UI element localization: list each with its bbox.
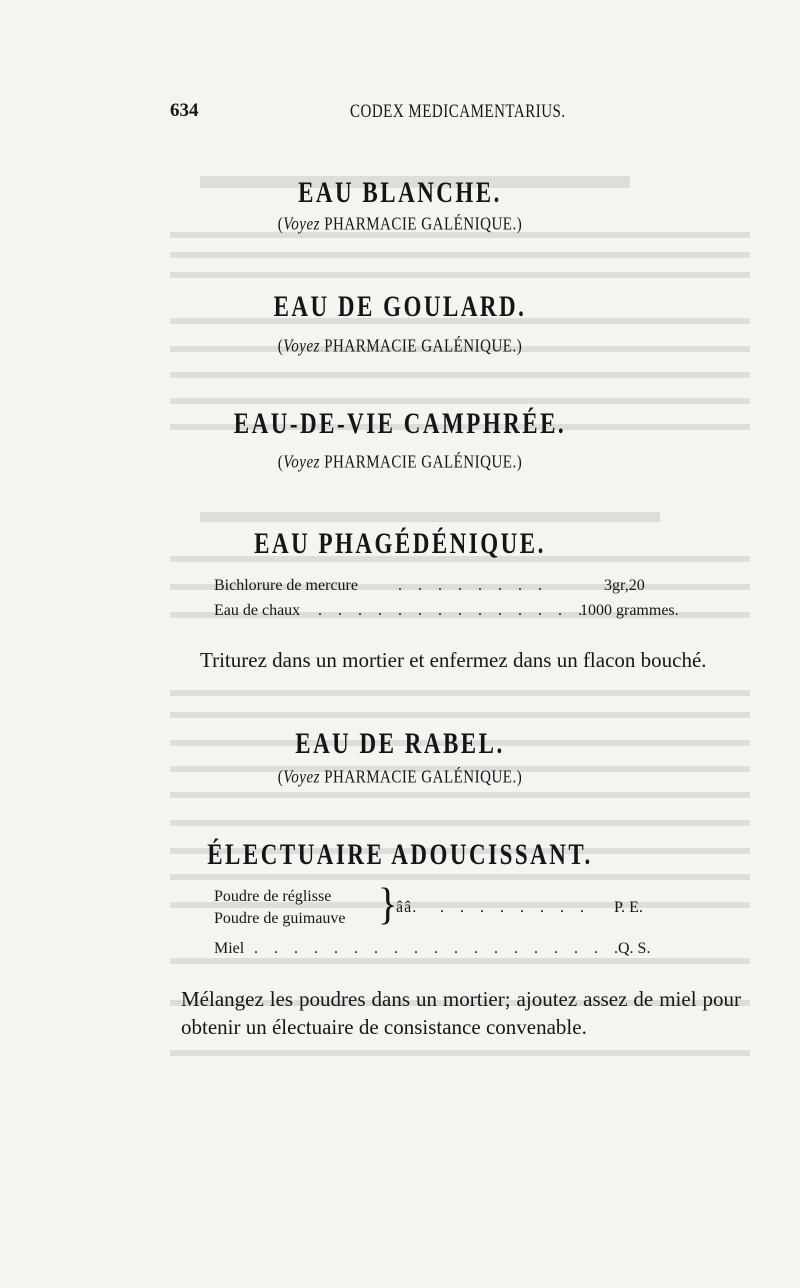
entry-note-eau-blanche <box>0 215 800 235</box>
entry-note-eau-de-rabel <box>0 768 800 788</box>
recipe-line-eau-de-chaux <box>214 602 704 624</box>
note-reference: PHARMACIE GALÉNIQUE.) <box>324 215 523 235</box>
note-voyez: Voyez <box>283 768 320 788</box>
note-open-paren: ( <box>277 453 284 473</box>
instructions-eau-phagedenique: Triturez dans un mortier et enfermez dans un flacon bouché. <box>200 648 707 672</box>
entry-title-eau-de-rabel: EAU DE RABEL. <box>295 727 505 760</box>
leader-dots: . . . . . . . . . . . . . . . . . . . <box>254 940 624 957</box>
note-voyez: Voyez <box>283 337 320 357</box>
leader-dots: . . . . . . . . . . . . . . <box>318 602 588 619</box>
entry-note-eau-de-goulard <box>0 337 800 357</box>
ingredient-quantity: 3gr,20 <box>604 577 645 594</box>
leader-dots: . . . . . . . . <box>440 899 590 916</box>
ingredient-name: Miel <box>214 940 245 957</box>
ingredient-quantity: Q. S. <box>618 940 651 957</box>
running-head <box>0 100 800 130</box>
note-open-paren: ( <box>277 337 284 357</box>
ingredient-name: Poudre de guimauve <box>214 910 346 927</box>
note-reference: PHARMACIE GALÉNIQUE.) <box>324 453 523 473</box>
note-reference: PHARMACIE GALÉNIQUE.) <box>324 337 523 357</box>
note-voyez: Voyez <box>283 215 320 235</box>
ingredient-name: Bichlorure de mercure <box>214 577 358 594</box>
ana-mark: ââ. <box>396 899 418 916</box>
running-title: CODEX MEDICAMENTARIUS. <box>350 102 566 122</box>
entry-title-eau-de-goulard: EAU DE GOULARD. <box>273 290 527 323</box>
entry-title-eau-blanche: EAU BLANCHE. <box>298 176 502 209</box>
recipe-line-bichlorure <box>214 577 704 599</box>
ingredient-name: Poudre de réglisse <box>214 888 332 905</box>
ingredient-quantity: 1000 grammes. <box>580 602 679 619</box>
recipe-line-miel <box>214 940 704 962</box>
entry-title-eau-phagedenique: EAU PHAGÉDÉNIQUE. <box>254 527 546 560</box>
entry-note-eau-de-vie-camphree <box>0 453 800 473</box>
entry-title-electuaire-adoucissant: ÉLECTUAIRE ADOUCISSANT. <box>207 838 593 871</box>
ingredient-name: Eau de chaux <box>214 602 301 619</box>
note-open-paren: ( <box>277 768 284 788</box>
page-number: 634 <box>170 100 199 121</box>
note-reference: PHARMACIE GALÉNIQUE.) <box>324 768 523 788</box>
note-voyez: Voyez <box>283 453 320 473</box>
curly-brace: } <box>378 878 398 929</box>
note-open-paren: ( <box>277 215 284 235</box>
instructions-electuaire: Mélangez les poudres dans un mortier; ajoutez assez de miel pour obtenir un électuaire de consistance convenable. <box>181 987 741 1039</box>
ingredient-quantity: P. E. <box>614 899 643 916</box>
entry-title-eau-de-vie-camphree: EAU-DE-VIE CAMPHRÉE. <box>233 407 567 440</box>
leader-dots: . . . . . . . . <box>398 577 548 594</box>
